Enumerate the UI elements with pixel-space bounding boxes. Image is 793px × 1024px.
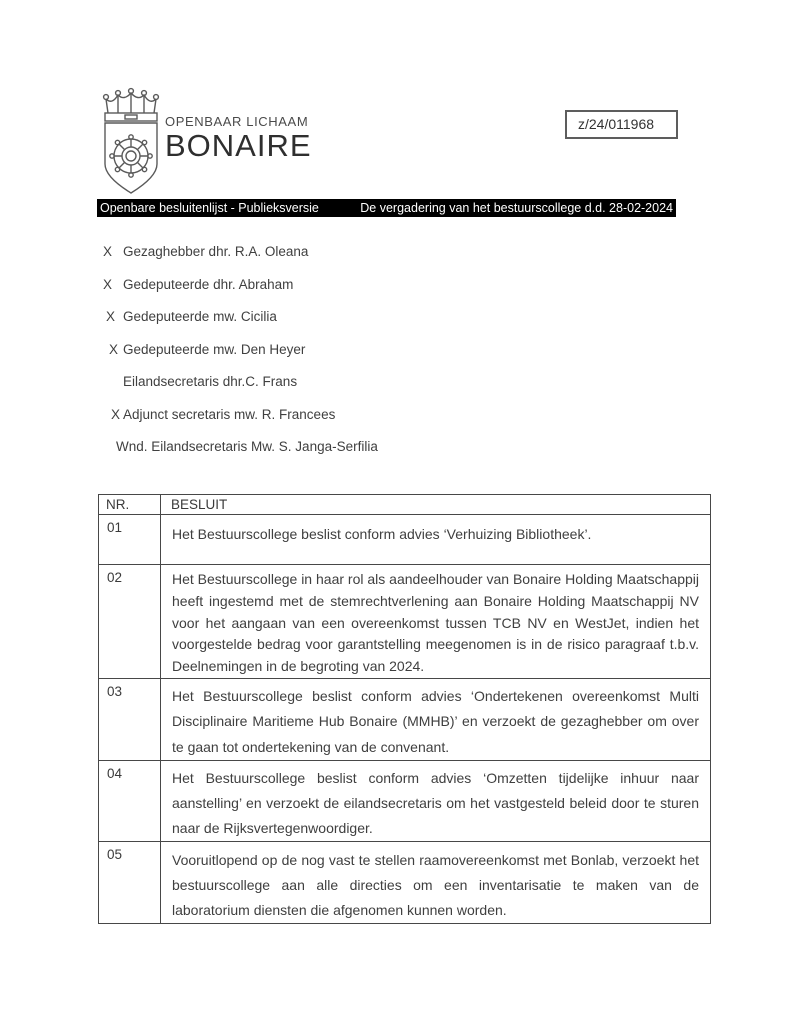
attendee-name: Wnd. Eilandsecretaris Mw. S. Janga-Serfilia	[116, 439, 378, 454]
decision-text: Het Bestuurscollege beslist conform advies ‘Verhuizing Bibliotheek’.	[161, 515, 711, 565]
decision-text: Het Bestuurscollege in haar rol als aandeelhouder van Bonaire Holding Maatschappij heeft ingestemd met de stemrechtverlening aan Bonaire Holding Maatschappij NV voor het aangaan van een overeenkomst tussen TCB NV en WestJet, indien het voorgestelde bedrag voor garantstelling meegenomen is in de risico paragraaf t.b.v. Deelnemingen in de begroting van 2024.	[161, 565, 711, 679]
bonaire-coat-of-arms-icon	[98, 86, 164, 196]
table-row	[99, 841, 711, 923]
reference-number-box	[565, 110, 678, 139]
decision-text: Het Bestuurscollege beslist conform advies ‘Omzetten tijdelijke inhuur naar aanstelling’ en verzoekt de eilandsecretaris om het vastgesteld beleid door te sturen naar de Rijksvertegenwoordiger.	[161, 760, 711, 841]
table-row	[99, 678, 711, 760]
header-nr: NR.	[99, 495, 161, 515]
decision-nr: 01	[99, 515, 161, 565]
attendee-row	[97, 374, 517, 407]
attendee-row	[97, 407, 517, 440]
org-name-line2: BONAIRE	[165, 128, 312, 163]
attendee-row	[97, 244, 517, 277]
header-besluit: BESLUIT	[161, 495, 711, 515]
reference-number: z/24/011968	[578, 116, 655, 132]
presence-mark: X	[103, 276, 113, 292]
attendee-row	[97, 277, 517, 310]
decisions-table	[98, 494, 711, 924]
presence-mark: X	[103, 244, 113, 259]
decision-nr: 03	[99, 678, 161, 760]
attendee-name: Gezaghebber dhr. R.A. Oleana	[123, 244, 309, 259]
org-name-block	[165, 114, 312, 162]
table-header-row	[99, 495, 711, 515]
decision-text: Het Bestuurscollege beslist conform advies ‘Ondertekenen overeenkomst Multi Disciplinaire Maritieme Hub Bonaire (MMHB)’ en verzoekt de gezaghebber om over te gaan tot ondertekening van de convenant.	[161, 678, 711, 760]
attendee-row	[97, 439, 517, 472]
decision-nr: 02	[99, 565, 161, 679]
presence-mark: X	[106, 309, 116, 324]
attendee-list	[97, 244, 517, 472]
presence-mark: X	[111, 406, 121, 422]
attendee-row	[97, 309, 517, 342]
attendee-name: Gedeputeerde mw. Den Heyer	[123, 341, 306, 357]
table-row	[99, 515, 711, 565]
decision-nr: 05	[99, 841, 161, 923]
title-bar-left: Openbare besluitenlijst - Publieksversie	[100, 201, 319, 215]
attendee-name: Gedeputeerde mw. Cicilia	[123, 309, 277, 324]
decision-text: Vooruitlopend op de nog vast te stellen raamovereenkomst met Bonlab, verzoekt het bestuurscollege aan alle directies om een inventarisatie te maken van de laboratorium diensten die afgenomen kunnen worden.	[161, 841, 711, 923]
org-name-line1: OPENBAAR LICHAAM	[165, 114, 309, 129]
presence-mark: X	[109, 341, 119, 357]
table-row	[99, 760, 711, 841]
title-bar	[97, 199, 676, 217]
attendee-row	[97, 342, 517, 375]
title-bar-right: De vergadering van het bestuurscollege d.d. 28-02-2024	[360, 201, 673, 215]
attendee-name: Adjunct secretaris mw. R. Francees	[123, 406, 336, 422]
table-row	[99, 565, 711, 679]
attendee-name: Eilandsecretaris dhr.C. Frans	[123, 374, 298, 389]
attendee-name: Gedeputeerde dhr. Abraham	[123, 276, 294, 292]
decision-nr: 04	[99, 760, 161, 841]
